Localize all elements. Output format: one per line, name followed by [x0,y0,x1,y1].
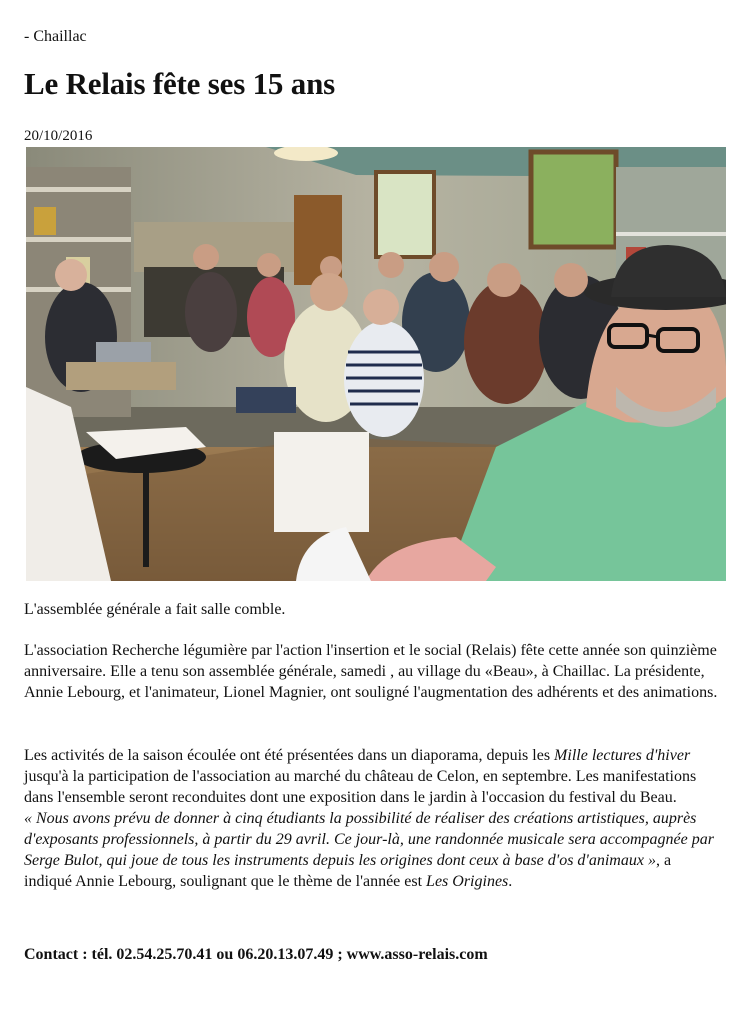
meeting-room-photo [26,147,726,581]
paragraph-2-text-c: jusqu'à la participation de l'association au marché du château de Celon, en septembre. Les manifestations dans l'ensemble seront reconduites dont une exposition dans le jardin à l'occasion du festival du Beau. [24,768,697,806]
paragraph-2-theme: Les Origines [426,873,509,890]
photo-caption: L'assemblée générale a fait salle comble. [24,601,286,618]
article-date: 20/10/2016 [24,128,93,144]
paragraph-2-title-mille-lectures: Mille lectures d'hiver [554,747,691,764]
paragraph-2-end: . [508,873,513,890]
paragraph-2-text-d: , a indiqué Annie Lebourg, soulignant que le thème de l'année est [24,852,672,890]
article-photo [26,147,726,581]
contact-line: Contact : tél. 02.54.25.70.41 ou 06.20.13.07.49 ; www.asso-relais.com [24,946,488,963]
paragraph-2 [24,745,719,892]
paragraph-1: L'association Recherche légumière par l'action l'insertion et le social (Relais) fête cette année son quinzième anniversaire. Elle a tenu son assemblée générale, samedi , au village du «Beau», à Chaillac. La présidente, Annie Lebourg, et l'animateur, Lionel Magnier, ont souligné l'augmentation des adhérents et des animations. [24,642,718,701]
article-title: Le Relais fête ses 15 ans [24,66,335,101]
paragraph-2-quote: « Nous avons prévu de donner à cinq étudiants la possibilité de réaliser des créations artistiques, auprès d'exposants professionnels, à partir du 29 avril. Ce jour-là, une randonnée musicale sera accompagnée par Serge Bulot, qui joue de tous les instruments depuis les origines dont ceux à base d'os d'animaux » [24,810,714,869]
paragraph-2-text-a: Les activités de la saison écoulée ont été présentées dans un diaporama, depuis les [24,747,555,764]
article-locality: - Chaillac [24,28,87,45]
